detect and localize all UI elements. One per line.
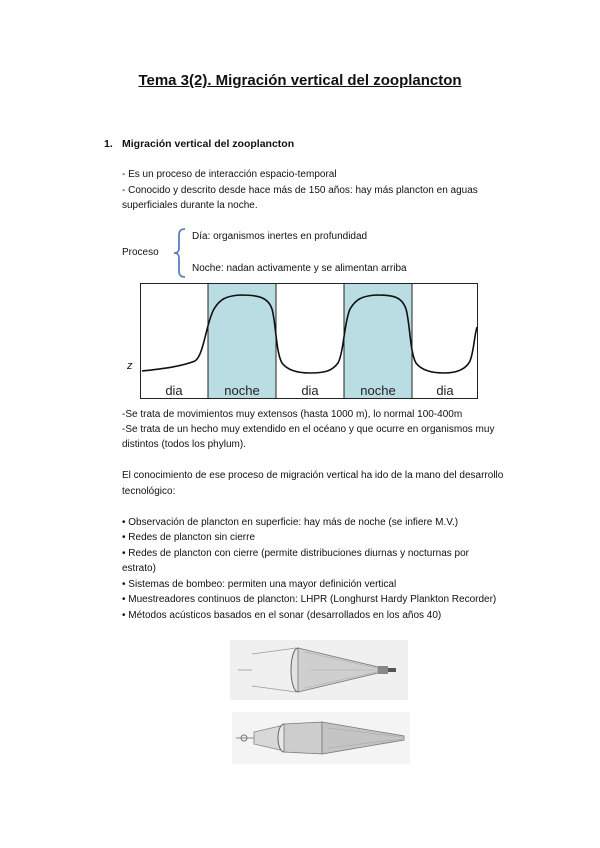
bullet-4: • Sistemas de bombeo: permiten una mayor definición vertical	[122, 579, 397, 590]
intro-line-1: - Es un proceso de interacción espacio-temporal	[122, 169, 337, 180]
conocimiento-line-2: tecnológico:	[122, 486, 176, 497]
panel-label-3: dia	[301, 383, 319, 398]
section-title: Migración vertical del zooplancton	[122, 138, 295, 150]
bullet-6: • Métodos acústicos basados en el sonar (desarrollados en los años 40)	[122, 610, 442, 621]
conocimiento-line-1: El conocimiento de ese proceso de migración vertical ha ido de la mano del desarrollo	[122, 470, 504, 481]
panel-label-1: dia	[165, 383, 183, 398]
proceso-dia: Día: organismos inertes en profundidad	[192, 231, 368, 242]
plankton-net-open-image	[230, 640, 408, 700]
bullet-2: • Redes de plancton sin cierre	[122, 532, 256, 543]
panel-bg-3	[276, 283, 344, 399]
panel-label-4: noche	[360, 383, 396, 398]
intro-line-3: superficiales durante la noche.	[122, 200, 258, 211]
bullet-5: • Muestreadores continuos de plancton: LHPR (Longhurst Hardy Plankton Recorder)	[122, 594, 497, 605]
panel-label-2: noche	[224, 383, 260, 398]
fact-line-1: -Se trata de movimientos muy extensos (hasta 1000 m), lo normal 100-400m	[122, 409, 463, 420]
section-number: 1.	[104, 138, 113, 150]
bullet-1: • Observación de plancton en superficie: hay más de noche (se infiere M.V.)	[122, 517, 459, 528]
proceso-label: Proceso	[122, 247, 159, 258]
page-title: Tema 3(2). Migración vertical del zooplancton	[138, 72, 462, 89]
migration-diagram	[140, 283, 480, 399]
panel-label-5: dia	[436, 383, 454, 398]
depth-axis-label: z	[127, 360, 133, 372]
bullet-3: • Redes de plancton con cierre (permite distribuciones diurnas y nocturnas por	[122, 548, 470, 559]
plankton-net-closing-image	[232, 712, 410, 764]
intro-line-2: - Conocido y descrito desde hace más de 150 años: hay más plancton en aguas	[122, 185, 478, 196]
fact-line-3: distintos (todos los phylum).	[122, 439, 246, 450]
panel-bg-1	[140, 283, 208, 399]
curly-brace-icon	[172, 228, 188, 278]
proceso-noche: Noche: nadan activamente y se alimentan arriba	[192, 263, 407, 274]
panel-bg-5	[412, 283, 478, 399]
bullet-3-cont: estrato)	[122, 563, 156, 574]
fact-line-2: -Se trata de un hecho muy extendido en el océano y que ocurre en organismos muy	[122, 424, 495, 435]
